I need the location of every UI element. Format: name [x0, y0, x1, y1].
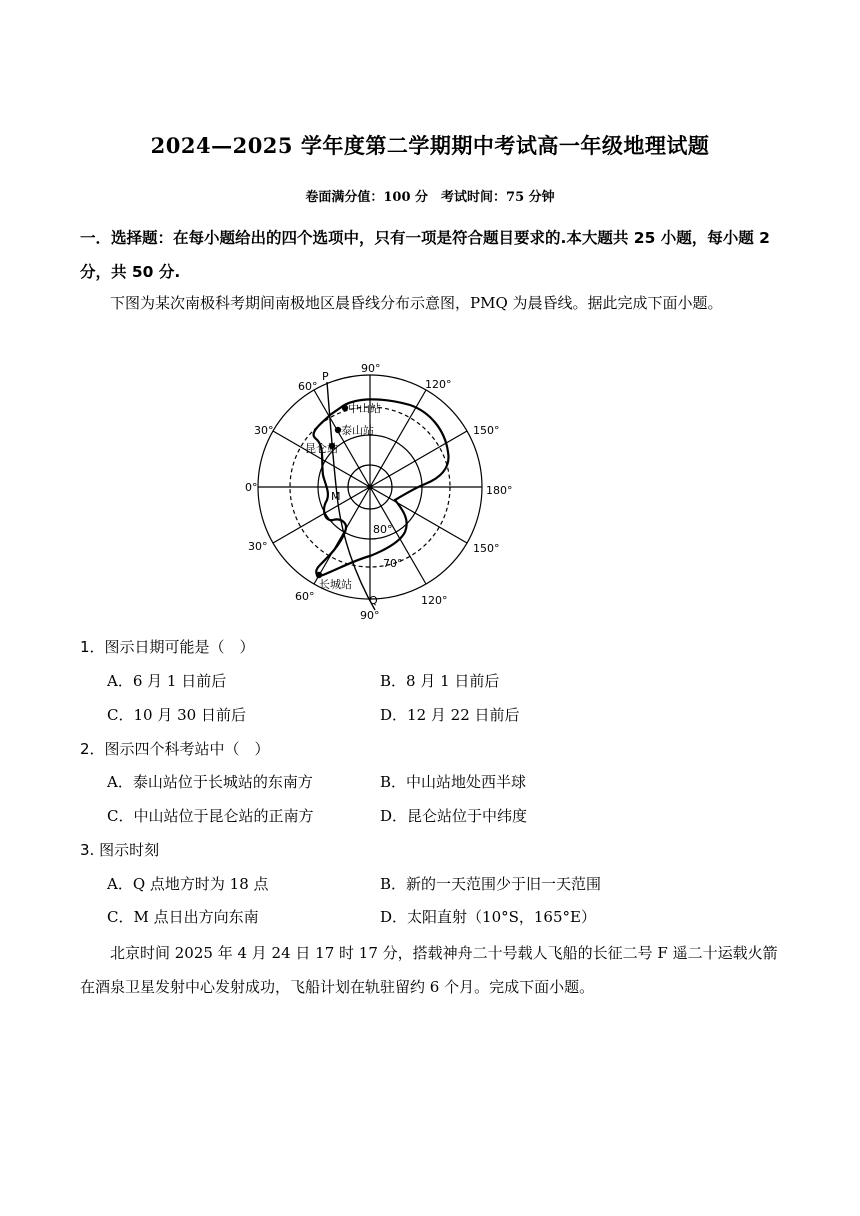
- label-90-top: 90°: [361, 362, 381, 375]
- label-60-top: 60°: [298, 380, 318, 393]
- q1-option-b[interactable]: B．8 月 1 日前后: [380, 672, 500, 690]
- exam-subtitle: 卷面满分值：100 分 考试时间：75 分钟: [305, 190, 555, 205]
- question-2-stem: 2．图示四个科考站中（ ）: [80, 740, 270, 758]
- passage-shenzhou: 北京时间 2025 年 4 月 24 日 17 时 17 分，搭载神舟二十号载人飞船的长征二号 F 遥二十运载火箭在酒泉卫星发射中心发射成功，飞船计划在轨驻留约 6 个月。完成下面小题。: [80, 944, 778, 996]
- label-150-bottom: 150°: [473, 542, 500, 555]
- label-m: M: [331, 490, 341, 503]
- label-80: 80°: [373, 523, 393, 536]
- label-90-bottom: 90°: [360, 609, 380, 622]
- question-3-stem: 3. 图示时刻: [80, 841, 160, 859]
- label-70: 70°: [383, 557, 403, 570]
- q2-option-b[interactable]: B．中山站地处西半球: [380, 773, 527, 791]
- antarctic-terminator-map: [245, 360, 513, 625]
- q2-option-c[interactable]: C．中山站位于昆仑站的正南方: [107, 807, 314, 825]
- q1-option-d[interactable]: D．12 月 22 日前后: [380, 706, 520, 724]
- label-0: 0°: [245, 481, 258, 494]
- label-30-top: 30°: [254, 424, 274, 437]
- label-120-bottom: 120°: [421, 594, 448, 607]
- intro-paragraph: 下图为某次南极科考期间南极地区晨昏线分布示意图，PMQ 为晨昏线。据此完成下面小题。: [110, 294, 723, 312]
- label-p: P: [322, 370, 329, 383]
- label-60-bottom: 60°: [295, 590, 315, 603]
- label-120-top: 120°: [425, 378, 452, 391]
- label-zhongshan: 中山站: [348, 402, 381, 415]
- q1-option-c[interactable]: C．10 月 30 日前后: [107, 706, 246, 724]
- label-kunlun: 昆仑站: [305, 442, 338, 455]
- q1-option-a[interactable]: A．6 月 1 日前后: [107, 672, 227, 690]
- q3-option-a[interactable]: A．Q 点地方时为 18 点: [107, 875, 269, 893]
- q3-option-b[interactable]: B．新的一天范围少于旧一天范围: [380, 875, 602, 893]
- label-30-bottom: 30°: [248, 540, 268, 553]
- q3-option-d[interactable]: D．太阳直射（10°S，165°E）: [380, 908, 596, 926]
- label-150-top: 150°: [473, 424, 500, 437]
- label-q: Q: [369, 594, 378, 607]
- south-pole-dot: [367, 484, 372, 489]
- label-180: 180°: [486, 484, 513, 497]
- question-1-stem: 1．图示日期可能是（ ）: [80, 638, 255, 656]
- section-heading: 一．选择题：在每小题给出的四个选项中，只有一项是符合题目要求的.本大题共 25 小题，每小题 2 分，共 50 分.: [80, 229, 770, 281]
- q2-option-d[interactable]: D．昆仑站位于中纬度: [380, 807, 528, 825]
- label-taishan: 泰山站: [341, 424, 374, 437]
- q3-option-c[interactable]: C．M 点日出方向东南: [107, 908, 259, 926]
- q2-option-a[interactable]: A．泰山站位于长城站的东南方: [107, 773, 313, 791]
- exam-title: 2024—2025 学年度第二学期期中考试高一年级地理试题: [150, 133, 710, 158]
- label-changcheng: 长城站: [319, 578, 352, 591]
